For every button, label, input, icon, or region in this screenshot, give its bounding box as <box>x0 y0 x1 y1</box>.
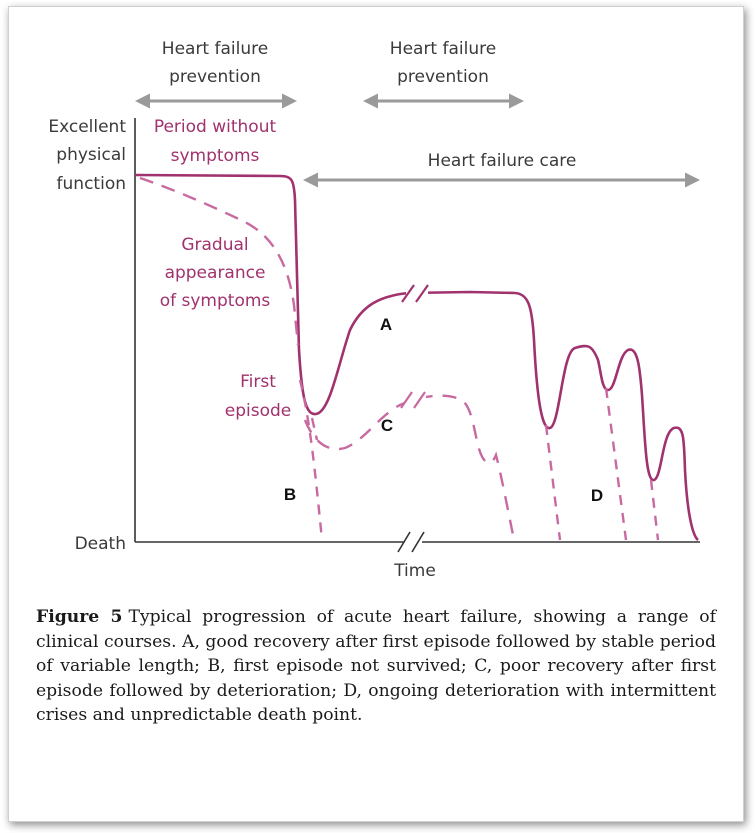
care-label: Heart failure care <box>427 151 577 171</box>
prevention-label-1-line2: prevention <box>169 67 261 87</box>
gradual-curve <box>140 178 298 345</box>
y-axis-top-line3: function <box>56 174 126 194</box>
period-label-line1: Period without <box>153 117 277 137</box>
curve-c <box>305 396 514 540</box>
y-axis-bottom: Death <box>74 534 126 554</box>
curve-d-drop-1 <box>546 425 560 540</box>
curve-d-label: D <box>590 486 604 505</box>
curve-c-label: C <box>380 416 394 435</box>
curve-a-label: A <box>379 315 393 334</box>
y-axis-top-line2: physical <box>56 145 126 165</box>
gradual-label-line3: of symptoms <box>159 291 271 311</box>
first-episode-label-line2: episode <box>224 401 292 421</box>
figure-caption-text: Typical progression of acute heart failure, showing a range of clinical courses. A, good recovery after first episode followed by stable period of variable length; B, first episode not survived; C, poor recovery after first episode followed by deterioration; D, ongoing deterioration with intermittent crises and unpredictable death point. <box>36 607 716 725</box>
curve-b <box>300 380 322 540</box>
prevention-label-2-line1: Heart failure <box>389 39 497 59</box>
period-label-line2: symptoms <box>170 146 260 166</box>
x-axis-label: Time <box>394 561 436 581</box>
curve-d-drop-2 <box>606 388 626 540</box>
gradual-label-line2: appearance <box>164 263 266 283</box>
first-episode-label-line1: First <box>240 372 276 392</box>
curve-a <box>135 175 698 540</box>
gradual-label-line1: Gradual <box>181 235 249 255</box>
figure-number: Figure 5 <box>36 607 123 627</box>
figure-caption <box>36 605 716 728</box>
prevention-label-2-line2: prevention <box>397 67 489 87</box>
curve-d-drop-3 <box>651 480 658 540</box>
curve-b-branch <box>312 418 317 440</box>
prevention-label-1-line1: Heart failure <box>161 39 269 59</box>
y-axis-top-line1: Excellent <box>48 117 126 137</box>
curve-c-break <box>401 392 426 408</box>
curve-b-label: B <box>283 485 297 504</box>
